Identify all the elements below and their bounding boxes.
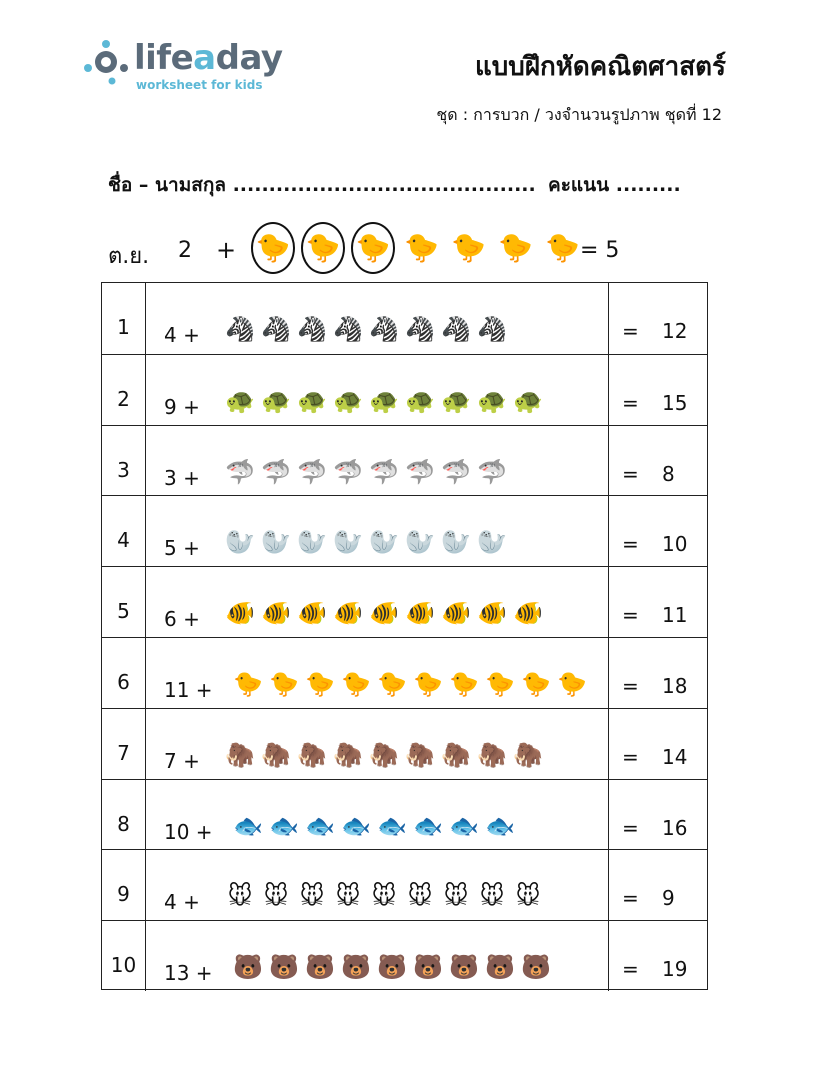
row-addend: 4 + (164, 323, 200, 347)
goldfish-icon: 🐠 (513, 599, 543, 628)
duck-icon: 🐤 (498, 231, 533, 264)
logo-mark-icon (82, 38, 130, 86)
bear-icon: 🐻 (233, 953, 263, 982)
bear-icon: 🐻 (305, 953, 335, 982)
row-icons (222, 739, 546, 771)
row-number: 10 (110, 953, 137, 978)
walrus-icon: 🦭 (261, 528, 291, 557)
mouse-icon: 🐭 (335, 882, 361, 911)
mouse-icon: 🐭 (263, 882, 289, 911)
row-addend: 11 + (164, 678, 213, 702)
row-icons (230, 810, 518, 842)
example-number: 2 (178, 238, 192, 263)
column-divider (145, 638, 146, 708)
blue-fish-icon: 🐟 (485, 811, 515, 840)
table-row (102, 920, 707, 991)
goldfish-icon: 🐠 (297, 599, 327, 628)
blue-fish-icon: 🐟 (305, 811, 335, 840)
mammoth-icon: 🦣 (477, 740, 507, 769)
blue-fish-icon: 🐟 (341, 811, 371, 840)
row-number: 3 (117, 457, 130, 482)
blue-fish-icon: 🐟 (377, 811, 407, 840)
row-equals: = (622, 319, 639, 343)
zebra-icon: 🦓 (297, 315, 327, 343)
row-answer: 10 (662, 532, 688, 557)
mammoth-icon: 🦣 (441, 740, 471, 769)
mouse-icon: 🐭 (443, 882, 469, 911)
table-row (102, 708, 707, 779)
shark-icon: 🦈 (261, 457, 291, 486)
mammoth-icon: 🦣 (333, 740, 363, 769)
turtle-icon: 🐢 (297, 386, 327, 415)
row-number: 4 (117, 528, 130, 553)
duck-icon: 🐤 (521, 670, 551, 698)
row-equals: = (622, 532, 639, 557)
mammoth-icon: 🦣 (369, 740, 399, 769)
duck-icon: 🐤 (545, 231, 580, 264)
logo-wordmark: lifeaday (134, 38, 283, 78)
goldfish-icon: 🐠 (441, 599, 471, 628)
row-number: 9 (117, 882, 130, 907)
duck-icon: 🐤 (485, 670, 515, 698)
column-divider (608, 921, 609, 991)
shark-icon: 🦈 (333, 457, 363, 486)
row-answer: 11 (662, 603, 688, 628)
turtle-icon: 🐢 (477, 386, 507, 415)
row-equals: = (622, 390, 639, 415)
blue-fish-icon: 🐟 (413, 811, 443, 840)
goldfish-icon: 🐠 (225, 599, 255, 628)
row-answer: 16 (662, 815, 688, 840)
worksheet-table (101, 282, 708, 990)
mouse-icon: 🐭 (371, 882, 397, 911)
duck-icon: 🐤 (269, 670, 299, 698)
turtle-icon: 🐢 (261, 386, 291, 415)
duck-icon: 🐤 (413, 670, 443, 698)
example-icons (248, 220, 586, 276)
table-row (102, 637, 707, 708)
turtle-icon: 🐢 (405, 386, 435, 415)
column-divider (145, 921, 146, 991)
duck-icon: 🐤 (233, 670, 263, 698)
row-answer: 19 (662, 957, 688, 982)
page-title: แบบฝึกหัดคณิตศาสตร์ (475, 52, 726, 82)
walrus-icon: 🦭 (225, 528, 255, 557)
row-equals: = (622, 957, 639, 982)
mammoth-icon: 🦣 (513, 740, 543, 769)
column-divider (145, 496, 146, 566)
turtle-icon: 🐢 (225, 386, 255, 415)
row-answer: 8 (662, 461, 675, 486)
row-answer: 18 (662, 674, 688, 698)
goldfish-icon: 🐠 (405, 599, 435, 628)
row-number: 8 (117, 811, 130, 836)
row-addend: 9 + (164, 394, 200, 419)
duck-icon: 🐤 (449, 670, 479, 698)
row-equals: = (622, 674, 639, 698)
column-divider (145, 426, 146, 496)
mouse-icon: 🐭 (299, 882, 325, 911)
logo-tagline: worksheet for kids (136, 78, 263, 92)
row-equals: = (622, 815, 639, 840)
zebra-icon: 🦓 (333, 315, 363, 343)
row-addend: 10 + (164, 819, 213, 844)
column-divider (145, 283, 146, 354)
bear-icon: 🐻 (341, 953, 371, 982)
example-label: ต.ย. (108, 244, 150, 269)
zebra-icon: 🦓 (405, 315, 435, 343)
row-icons (230, 668, 590, 700)
turtle-icon: 🐢 (333, 386, 363, 415)
mouse-icon: 🐭 (407, 882, 433, 911)
page-subtitle: ชุด : การบวก / วงจำนวนรูปภาพ ชุดที่ 12 (436, 105, 722, 124)
column-divider (145, 709, 146, 779)
blue-fish-icon: 🐟 (269, 811, 299, 840)
duck-icon: 🐤 (305, 670, 335, 698)
duck-icon: 🐤 (557, 670, 587, 698)
table-row (102, 495, 707, 566)
logo (82, 36, 282, 96)
row-equals: = (622, 461, 639, 486)
shark-icon: 🦈 (225, 457, 255, 486)
row-addend: 13 + (164, 961, 213, 986)
mouse-icon: 🐭 (227, 882, 253, 911)
row-icons (222, 385, 546, 417)
zebra-icon: 🦓 (369, 315, 399, 343)
row-number: 5 (117, 599, 130, 624)
bear-icon: 🐻 (413, 953, 443, 982)
zebra-icon: 🦓 (261, 315, 291, 343)
row-icons (222, 456, 510, 488)
row-addend: 3 + (164, 465, 200, 490)
example-problem (108, 218, 748, 278)
row-answer: 15 (662, 390, 688, 415)
column-divider (145, 355, 146, 425)
walrus-icon: 🦭 (369, 528, 399, 557)
row-addend: 4 + (164, 890, 200, 915)
duck-icon: 🐤 (451, 231, 486, 264)
shark-icon: 🦈 (369, 457, 399, 486)
shark-icon: 🦈 (441, 457, 471, 486)
column-divider (145, 850, 146, 920)
student-name-line: ชื่อ – นามสกุล .......................................... (108, 174, 536, 196)
bear-icon: 🐻 (377, 953, 407, 982)
row-addend: 5 + (164, 536, 200, 561)
mammoth-icon: 🦣 (405, 740, 435, 769)
bear-icon: 🐻 (485, 953, 515, 982)
column-divider (608, 567, 609, 637)
score-line: คะแนน ......... (548, 174, 681, 196)
row-addend: 6 + (164, 607, 200, 632)
mammoth-icon: 🦣 (297, 740, 327, 769)
row-icons (222, 597, 546, 629)
row-number: 2 (117, 386, 130, 411)
row-icons (222, 526, 510, 558)
row-number: 1 (117, 315, 130, 339)
shark-icon: 🦈 (477, 457, 507, 486)
row-number: 6 (117, 670, 130, 694)
zebra-icon: 🦓 (441, 315, 471, 343)
row-icons (222, 313, 510, 345)
blue-fish-icon: 🐟 (233, 811, 263, 840)
duck-icon: 🐤 (251, 222, 295, 274)
duck-icon: 🐤 (351, 222, 395, 274)
mouse-icon: 🐭 (515, 882, 541, 911)
row-icons (230, 951, 554, 983)
goldfish-icon: 🐠 (261, 599, 291, 628)
walrus-icon: 🦭 (333, 528, 363, 557)
bear-icon: 🐻 (449, 953, 479, 982)
column-divider (608, 780, 609, 850)
column-divider (145, 780, 146, 850)
walrus-icon: 🦭 (405, 528, 435, 557)
column-divider (608, 426, 609, 496)
zebra-icon: 🦓 (225, 315, 255, 343)
column-divider (608, 355, 609, 425)
table-row (102, 283, 707, 354)
row-equals: = (622, 744, 639, 769)
example-plus: + (216, 236, 237, 264)
duck-icon: 🐤 (404, 231, 439, 264)
row-equals: = (622, 603, 639, 628)
row-answer: 9 (662, 886, 675, 911)
goldfish-icon: 🐠 (369, 599, 399, 628)
walrus-icon: 🦭 (441, 528, 471, 557)
mammoth-icon: 🦣 (261, 740, 291, 769)
goldfish-icon: 🐠 (477, 599, 507, 628)
blue-fish-icon: 🐟 (449, 811, 479, 840)
table-row (102, 425, 707, 496)
row-icons (222, 880, 546, 912)
column-divider (608, 709, 609, 779)
table-row (102, 849, 707, 920)
column-divider (608, 638, 609, 708)
duck-icon: 🐤 (341, 670, 371, 698)
walrus-icon: 🦭 (477, 528, 507, 557)
row-number: 7 (117, 740, 130, 765)
bear-icon: 🐻 (269, 953, 299, 982)
mammoth-icon: 🦣 (225, 740, 255, 769)
example-answer: = 5 (580, 238, 620, 263)
column-divider (608, 850, 609, 920)
column-divider (145, 567, 146, 637)
zebra-icon: 🦓 (477, 315, 507, 343)
row-answer: 12 (662, 319, 688, 343)
shark-icon: 🦈 (405, 457, 435, 486)
duck-icon: 🐤 (301, 222, 345, 274)
row-equals: = (622, 886, 639, 911)
shark-icon: 🦈 (297, 457, 327, 486)
table-row (102, 566, 707, 637)
turtle-icon: 🐢 (369, 386, 399, 415)
table-row (102, 354, 707, 425)
turtle-icon: 🐢 (513, 386, 543, 415)
goldfish-icon: 🐠 (333, 599, 363, 628)
table-row (102, 779, 707, 850)
row-answer: 14 (662, 744, 688, 769)
bear-icon: 🐻 (521, 953, 551, 982)
mouse-icon: 🐭 (479, 882, 505, 911)
row-addend: 7 + (164, 748, 200, 773)
walrus-icon: 🦭 (297, 528, 327, 557)
column-divider (608, 283, 609, 354)
duck-icon: 🐤 (377, 670, 407, 698)
turtle-icon: 🐢 (441, 386, 471, 415)
column-divider (608, 496, 609, 566)
